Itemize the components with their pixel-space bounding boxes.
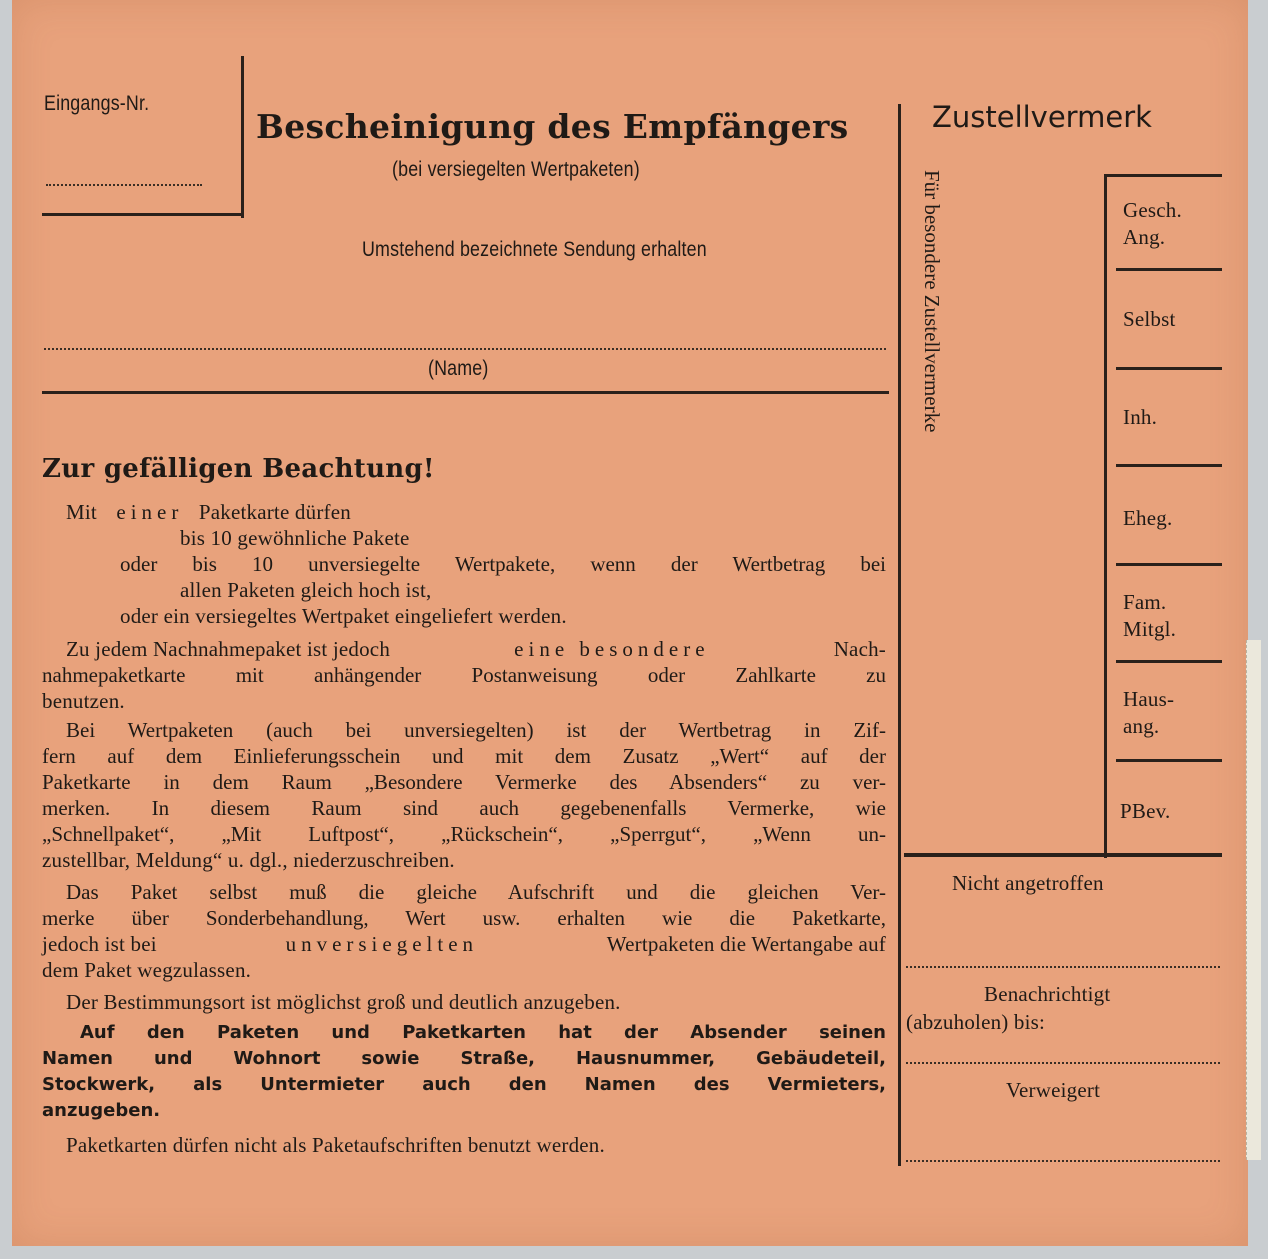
code-row-divider xyxy=(1116,759,1222,762)
nicht-angetroffen-line xyxy=(906,966,1220,968)
notice-bold-line: Stockwerk, als Untermieter auch den Namen des Vermieters, xyxy=(42,1074,886,1095)
code-gesch-ang: Gesch. Ang. xyxy=(1123,198,1182,249)
notice-line: merken. In diesem Raum sind auch gegebenenfalls Vermerke, wie xyxy=(42,796,886,820)
nicht-angetroffen: Nicht angetroffen xyxy=(952,871,1104,895)
name-label: (Name) xyxy=(428,357,489,380)
abzuholen-label: (abzuholen) bis: xyxy=(906,1010,1046,1034)
notice-bold-line: Auf den Paketen und Paketkarten hat der Absender seinen xyxy=(80,1022,886,1043)
eingangs-label: Eingangs-Nr. xyxy=(44,92,150,115)
notice-line: zustellbar, Meldung“ u. dgl., niederzuschreiben. xyxy=(42,848,455,872)
notice-line: fern auf dem Einlieferungsschein und mit dem Zusatz „Wert“ auf der xyxy=(42,744,886,768)
code-inh: Inh. xyxy=(1123,405,1158,429)
code-row-divider xyxy=(1116,268,1222,271)
notice-line: Zu jedem Nachnahmepaket ist jedoch eine besondere Nach- xyxy=(66,637,886,661)
notice-heading: Zur gefälligen Beachtung! xyxy=(42,454,435,484)
notice-line: Paketkarte in dem Raum „Besondere Vermerke des Absenders“ zu ver- xyxy=(42,770,886,794)
notice-line: allen Paketen gleich hoch ist, xyxy=(180,578,432,602)
notice-line: Mit einer Paketkarte dürfen xyxy=(66,500,351,524)
eingangs-dotted-line xyxy=(46,184,202,186)
received-statement: Umstehend bezeichnete Sendung erhalten xyxy=(362,238,707,261)
codes-top-border xyxy=(1104,174,1222,177)
notice-line: Der Bestimmungsort ist möglichst groß und deutlich anzugeben. xyxy=(66,990,621,1014)
notice-line: „Schnellpaket“, „Mit Luftpost“, „Rückschein“, „Sperrgut“, „Wenn un- xyxy=(42,822,886,846)
notice-line: bis 10 gewöhnliche Pakete xyxy=(180,526,410,550)
code-row-divider xyxy=(1116,464,1222,467)
notice-line: nahmepaketkarte mit anhängender Postanweisung oder Zahlkarte zu xyxy=(42,663,886,687)
notice-line: merke über Sonderbehandlung, Wert usw. erhalten wie die Paketkarte, xyxy=(42,906,886,930)
notice-line: dem Paket wegzulassen. xyxy=(42,958,252,982)
perforated-stub xyxy=(1246,640,1261,1160)
verweigert-line xyxy=(906,1160,1220,1162)
notice-line: oder bis 10 unversiegelte Wertpakete, wenn der Wertbetrag bei xyxy=(120,552,886,576)
code-row-divider xyxy=(1116,367,1222,370)
benachrichtigt-line xyxy=(906,1062,1220,1064)
notice-bold-line: anzugeben. xyxy=(42,1100,161,1121)
eingangs-box-bottom-border xyxy=(42,213,244,216)
code-haus-ang: Haus- ang. xyxy=(1123,687,1175,738)
notice-bold-line: Namen und Wohnort sowie Straße, Hausnummer, Gebäudeteil, xyxy=(42,1048,886,1069)
notice-line: jedoch ist bei unversiegelten Wertpaketen die Wertangabe auf xyxy=(42,932,886,956)
codes-column-border xyxy=(1104,174,1107,858)
codes-bottom-border xyxy=(904,853,1222,857)
code-selbst: Selbst xyxy=(1123,307,1176,331)
code-pbev: PBev. xyxy=(1120,799,1171,823)
page-title: Bescheinigung des Empfängers xyxy=(256,107,849,146)
notice-line: Bei Wertpaketen (auch bei unversiegelten) ist der Wertbetrag in Zif- xyxy=(66,718,886,742)
code-row-divider xyxy=(1116,563,1222,566)
benachrichtigt-label: Benachrichtigt xyxy=(984,982,1111,1006)
right-column-border xyxy=(898,104,901,1166)
verweigert-label: Verweigert xyxy=(1006,1078,1101,1102)
notice-line: oder ein versiegeltes Wertpaket eingeliefert werden. xyxy=(120,604,567,628)
page-subtitle: (bei versiegelten Wertpaketen) xyxy=(392,158,640,181)
notice-line: Paketkarten dürfen nicht als Paketaufschriften benutzt werden. xyxy=(66,1133,605,1157)
zustellvermerk-title: Zustellvermerk xyxy=(932,100,1152,134)
vertical-label: Für besondere Zustellvermerke xyxy=(920,170,944,433)
notice-line: Das Paket selbst muß die gleiche Aufschrift und die gleichen Ver- xyxy=(66,880,886,904)
notice-line: benutzen. xyxy=(42,689,125,713)
code-fam-mitgl: Fam. Mitgl. xyxy=(1123,590,1177,641)
eingangs-box-right-border xyxy=(241,56,244,218)
code-row-divider xyxy=(1116,660,1222,663)
code-eheg: Eheg. xyxy=(1123,506,1173,530)
name-signature-line xyxy=(44,348,886,350)
header-divider xyxy=(42,391,889,394)
